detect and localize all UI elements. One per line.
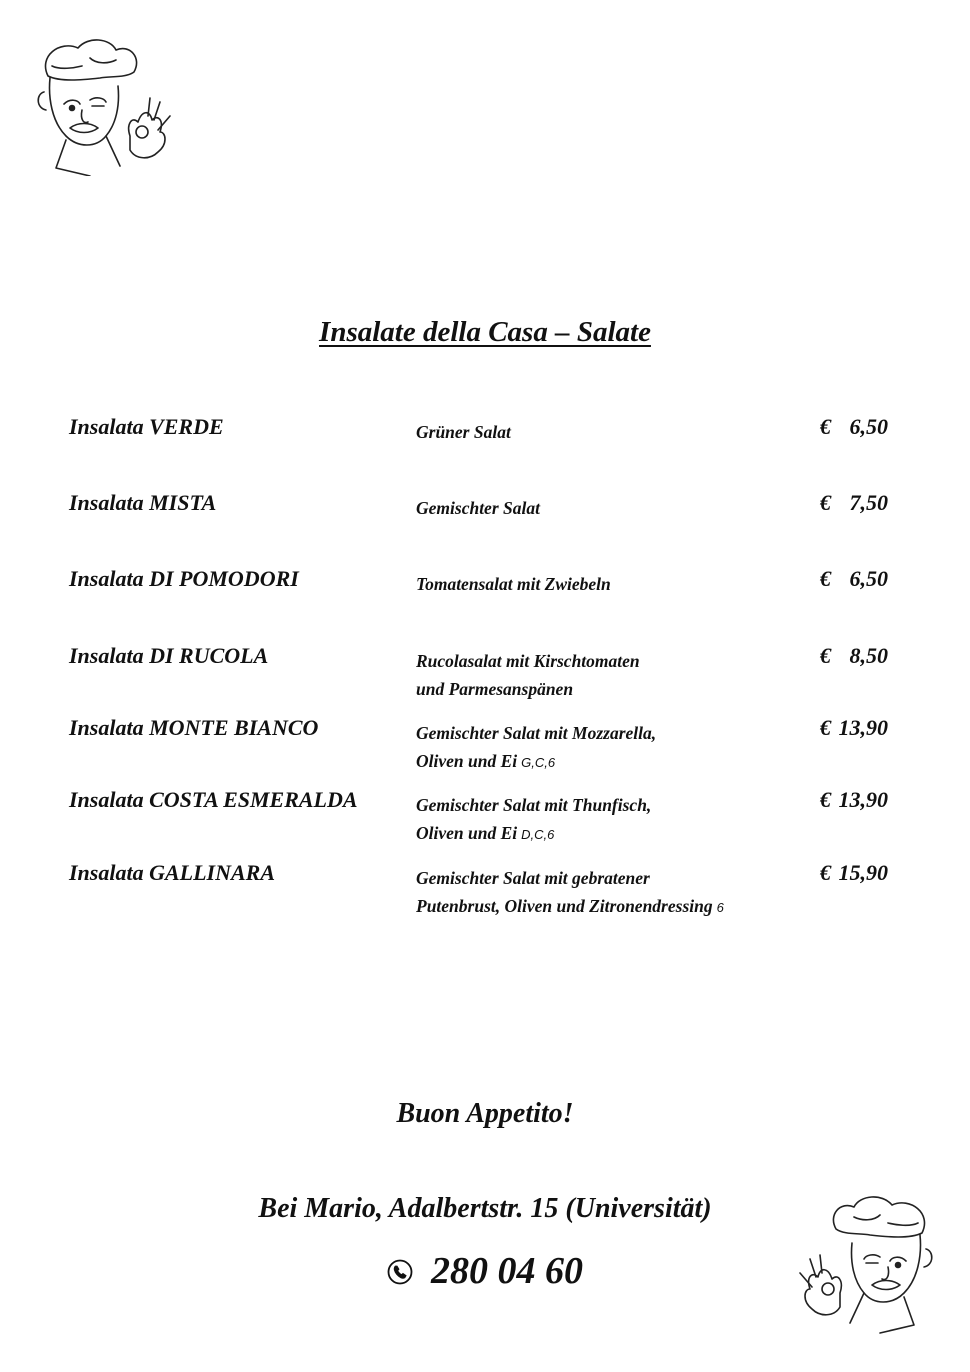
currency-symbol: € [820, 566, 831, 591]
currency-symbol: € [820, 643, 831, 668]
item-price [820, 787, 888, 813]
item-description-line: Gemischter Salat mit Thunfisch, [416, 795, 652, 815]
item-description-line: Gemischter Salat mit Mozzarella, [416, 723, 657, 743]
item-name: Insalata VERDE [69, 414, 224, 439]
currency-symbol: € [820, 787, 831, 812]
currency-symbol: € [820, 860, 831, 885]
price-value: 8,50 [849, 643, 888, 668]
telephone-icon [387, 1259, 413, 1285]
item-description-line: Tomatensalat mit Zwiebeln [416, 574, 611, 594]
chef-illustration-bottom [790, 1192, 940, 1334]
item-name: Insalata MONTE BIANCO [69, 715, 319, 740]
item-name: Insalata DI POMODORI [69, 566, 299, 591]
item-description [416, 864, 724, 922]
item-description-line [416, 892, 724, 922]
item-description [416, 418, 511, 446]
item-price [820, 490, 888, 516]
item-description [416, 647, 640, 703]
item-price [820, 414, 888, 440]
item-description-text: Oliven und Ei [416, 751, 518, 771]
item-price [820, 715, 888, 741]
price-value: 13,90 [838, 715, 888, 740]
item-description-line: und Parmesanspänen [416, 679, 574, 699]
item-description-line: Gemischter Salat mit gebratener [416, 868, 650, 888]
item-description-line: Gemischter Salat [416, 498, 540, 518]
item-description-line: Grüner Salat [416, 422, 511, 442]
currency-symbol: € [820, 414, 831, 439]
menu-title: Insalate della Casa – Salate [319, 316, 651, 348]
price-value: 6,50 [849, 414, 888, 439]
item-price [820, 860, 888, 886]
item-description [416, 494, 540, 522]
item-name: Insalata MISTA [69, 490, 217, 515]
phone-number-text: 280 04 60 [431, 1250, 583, 1292]
price-value: 7,50 [849, 490, 888, 515]
item-name: Insalata DI RUCOLA [69, 643, 269, 668]
item-description-text: Putenbrust, Oliven und Zitronendressing [416, 896, 713, 916]
price-value: 13,90 [838, 787, 888, 812]
item-description-line [416, 819, 651, 849]
item-name: Insalata COSTA ESMERALDA [69, 787, 358, 812]
allergen-codes: G,C,6 [521, 755, 556, 770]
item-price [820, 566, 888, 592]
item-description [416, 570, 611, 598]
item-description-line: Rucolasalat mit Kirschtomaten [416, 651, 640, 671]
item-description-line [416, 747, 656, 777]
currency-symbol: € [820, 715, 831, 740]
chef-illustration-top [30, 36, 180, 176]
item-description [416, 791, 651, 849]
item-price [820, 643, 888, 669]
allergen-codes: 6 [716, 900, 724, 915]
item-name: Insalata GALLINARA [69, 860, 275, 885]
currency-symbol: € [820, 490, 831, 515]
restaurant-address: Bei Mario, Adalbertstr. 15 (Universität) [258, 1193, 712, 1224]
price-value: 15,90 [838, 860, 888, 885]
item-description [416, 719, 656, 777]
price-value: 6,50 [849, 566, 888, 591]
allergen-codes: D,C,6 [521, 827, 555, 842]
item-description-text: Oliven und Ei [416, 823, 518, 843]
closing-greeting: Buon Appetito! [396, 1098, 574, 1129]
